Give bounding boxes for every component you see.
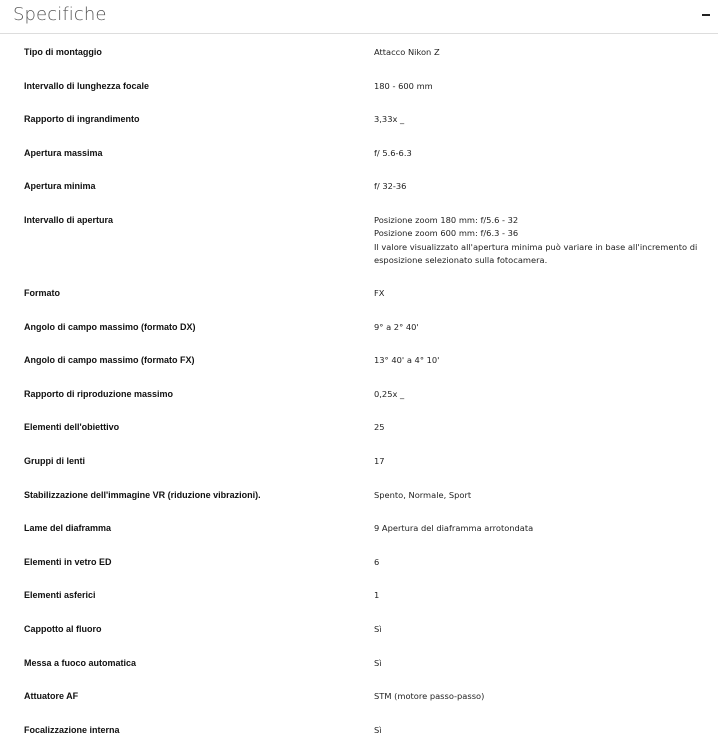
spec-value-line: Sì (374, 623, 382, 634)
spec-row (0, 409, 718, 443)
spec-label: Angolo di campo massimo (formato FX) (24, 355, 195, 366)
spec-label: Rapporto di riproduzione massimo (24, 388, 174, 399)
section-title: Specifiche (13, 4, 107, 25)
spec-label: Lame del diaframma (24, 523, 112, 534)
spec-value-line: Spento, Normale, Sport (374, 489, 472, 500)
spec-row (0, 101, 718, 135)
spec-value (374, 455, 694, 469)
spec-label: Elementi asferici (24, 590, 96, 601)
spec-row (0, 678, 718, 712)
spec-value-line: 25 (374, 422, 385, 433)
spec-label: Focalizzazione interna (24, 724, 120, 735)
spec-row (0, 477, 718, 511)
spec-label: Messa a fuoco automatica (24, 657, 137, 668)
spec-value (374, 657, 694, 671)
specs-section-header[interactable] (0, 0, 718, 34)
spec-value (374, 388, 694, 402)
collapse-minus-icon[interactable] (702, 14, 710, 16)
spec-value (374, 522, 694, 536)
spec-value (374, 489, 694, 503)
spec-label: Formato (24, 287, 60, 298)
spec-value (374, 46, 694, 60)
spec-value-line: 6 (374, 556, 380, 567)
spec-value-line: f/ 5.6-6.3 (374, 147, 412, 158)
spec-value-line: Posizione zoom 600 mm: f/6.3 - 36 (374, 228, 519, 239)
spec-value-line: 9 Apertura del diaframma arrotondata (374, 523, 534, 534)
spec-row (0, 544, 718, 578)
spec-value (374, 354, 694, 368)
spec-row (0, 34, 718, 68)
spec-label: Elementi dell'obiettivo (24, 422, 120, 433)
spec-row (0, 342, 718, 376)
spec-value-line: 3,33x _ (374, 114, 405, 125)
spec-label: Intervallo di lunghezza focale (24, 80, 150, 91)
spec-value (374, 623, 694, 637)
spec-value-line: Il valore visualizzato all'apertura minima può variare in base all'incremento di (374, 241, 698, 252)
spec-value (374, 589, 694, 603)
spec-value-line: Posizione zoom 180 mm: f/5.6 - 32 (374, 214, 519, 225)
spec-value (374, 724, 694, 738)
spec-value-line: 17 (374, 455, 385, 466)
spec-value (374, 147, 694, 161)
spec-value-line: esposizione selezionato sulla fotocamera. (374, 255, 548, 266)
spec-value-line: f/ 32-36 (374, 181, 407, 192)
spec-value (374, 80, 694, 94)
spec-row (0, 275, 718, 309)
spec-row (0, 168, 718, 202)
spec-value-line: 9° a 2° 40' (374, 321, 419, 332)
spec-row (0, 443, 718, 477)
spec-row (0, 376, 718, 410)
spec-value (374, 321, 694, 335)
spec-label: Intervallo di apertura (24, 214, 114, 225)
spec-row (0, 510, 718, 544)
spec-row (0, 712, 718, 746)
spec-label: Elementi in vetro ED (24, 556, 112, 567)
spec-value (374, 556, 694, 570)
spec-value (374, 214, 698, 268)
spec-value (374, 690, 694, 704)
spec-value-line: 13° 40' a 4° 10' (374, 355, 440, 366)
spec-value (374, 180, 694, 194)
spec-label: Apertura massima (24, 147, 103, 158)
spec-value-line: STM (motore passo-passo) (374, 691, 485, 702)
spec-label: Attuatore AF (24, 691, 79, 702)
spec-row (0, 309, 718, 343)
spec-row (0, 135, 718, 169)
spec-row (0, 68, 718, 102)
spec-value-line: Attacco Nikon Z (374, 47, 440, 57)
spec-value-line: 180 - 600 mm (374, 80, 433, 91)
spec-label: Tipo di montaggio (24, 47, 102, 57)
spec-value (374, 421, 694, 435)
spec-row (0, 202, 718, 275)
spec-value-line: Sì (374, 724, 382, 735)
spec-value-line: 0,25x _ (374, 388, 405, 399)
spec-label: Angolo di campo massimo (formato DX) (24, 321, 196, 332)
spec-label: Cappotto al fluoro (24, 623, 102, 634)
spec-label: Gruppi di lenti (24, 455, 85, 466)
spec-row (0, 577, 718, 611)
spec-value-line: Sì (374, 657, 382, 668)
spec-label: Stabilizzazione dell'immagine VR (riduzione vibrazioni). (24, 489, 261, 500)
specs-table (0, 34, 718, 745)
spec-value (374, 287, 694, 301)
spec-value-line: 1 (374, 590, 380, 601)
spec-row (0, 645, 718, 679)
spec-label: Rapporto di ingrandimento (24, 114, 140, 125)
spec-value-line: FX (374, 287, 385, 298)
spec-value (374, 113, 694, 127)
spec-label: Apertura minima (24, 181, 96, 192)
spec-row (0, 611, 718, 645)
